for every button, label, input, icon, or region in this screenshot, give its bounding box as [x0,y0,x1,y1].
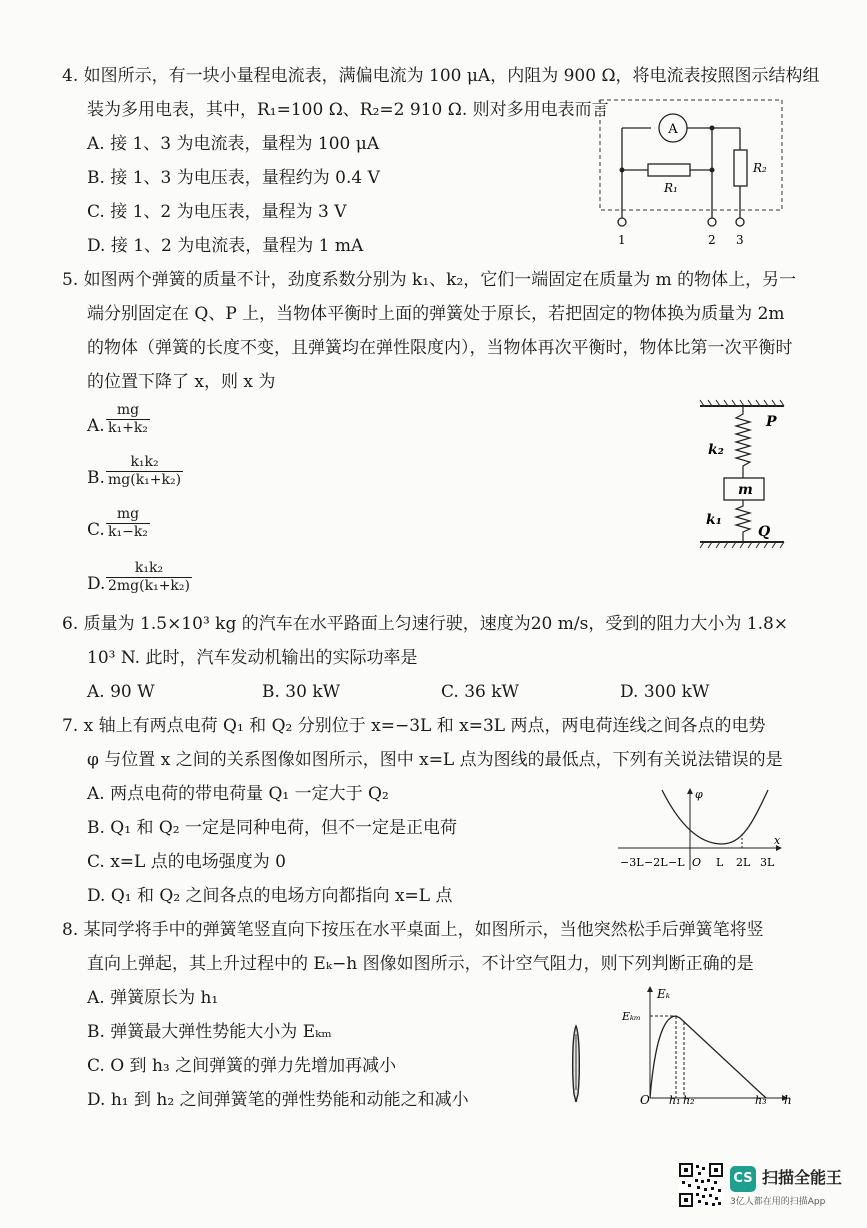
svg-text:h₂: h₂ [683,1094,695,1107]
svg-text:L: L [716,856,724,869]
svg-text:Eₖₘ: Eₖₘ [622,1010,641,1023]
q5-option-a-label: A. [87,416,105,436]
svg-text:h₃: h₃ [755,1094,767,1107]
q8-option-c: C. O 到 h₃ 之间弹簧的弹力先增加再减小 [87,1056,397,1076]
svg-text:R₂: R₂ [753,161,767,175]
q4-circuit-diagram [596,98,786,248]
q4-stem-line1: 4. 如图所示，有一块小量程电流表，满偏电流为 100 μA，内阻为 900 Ω，将电流表按照图示结构组 [62,66,820,86]
q6-option-c: C. 36 kW [441,682,520,702]
svg-text:h₁: h₁ [669,1094,681,1107]
q4-option-c: C. 接 1、2 为电压表，量程为 3 V [87,202,347,222]
q5-option-c-label: C. [87,520,105,540]
svg-text:3L: 3L [760,856,775,869]
q4-option-a: A. 接 1、3 为电流表，量程为 100 μA [87,134,380,154]
q5-option-c-fraction: $\frac{mg}{\text{k₁−k₂}}$ [108,506,148,540]
svg-text:−3L: −3L [620,856,644,869]
svg-text:Eₖ: Eₖ [657,987,671,1001]
q5-option-d-label: D. [87,574,106,594]
scanner-app-tagline: 3亿人都在用的扫描App [730,1197,826,1207]
q6-option-d: D. 300 kW [620,682,710,702]
svg-text:R₁: R₁ [664,181,678,195]
svg-text:1: 1 [618,233,626,247]
q5-stem-line3: 的物体（弹簧的长度不变，且弹簧均在弹性限度内），当物体再次平衡时，物体比第一次平衡时 [87,338,793,358]
q8-kinetic-energy-graph [620,980,795,1105]
q4-stem-line2: 装为多用电表，其中，R₁=100 Ω、R₂=2 910 Ω. 则对多用电表而言 [87,100,609,120]
svg-text:x: x [774,834,781,847]
svg-text:φ: φ [695,788,703,801]
q5-option-b-label: B. [87,468,105,488]
svg-text:A: A [668,122,678,137]
q8-stem-line1: 8. 某同学将手中的弹簧笔竖直向下按压在水平桌面上，如图所示，当他突然松手后弹簧笔将竖 [62,920,764,940]
scanner-app-logo: CS [730,1166,756,1192]
qr-code-icon [678,1162,724,1208]
q5-stem-line4: 的位置下降了 x，则 x 为 [87,372,276,392]
q7-option-c: C. x=L 点的电场强度为 0 [87,852,286,872]
q8-stem-line2: 直向上弹起，其上升过程中的 Eₖ−h 图像如图所示，不计空气阻力，则下列判断正确的是 [87,954,754,974]
svg-text:−2L: −2L [644,856,668,869]
q6-option-a: A. 90 W [87,682,155,702]
q7-option-a: A. 两点电荷的带电荷量 Q₁ 一定大于 Q₂ [87,784,389,804]
svg-text:O: O [692,856,702,869]
q4-option-b: B. 接 1、3 为电压表，量程约为 0.4 V [87,168,380,188]
q4-option-d: D. 接 1、2 为电流表，量程为 1 mA [87,236,364,256]
q8-option-a: A. 弹簧原长为 h₁ [87,988,219,1008]
svg-text:P: P [766,414,777,430]
q8-option-b: B. 弹簧最大弹性势能大小为 Eₖₘ [87,1022,332,1042]
scanner-app-brand: 扫描全能王 [762,1168,843,1187]
svg-text:Q: Q [758,524,771,540]
q7-option-b: B. Q₁ 和 Q₂ 一定是同种电荷，但不一定是正电荷 [87,818,458,838]
q7-potential-graph [618,786,788,872]
q6-stem-line1: 6. 质量为 1.5×10³ kg 的汽车在水平路面上匀速行驶，速度为20 m/s，受到的阻力大小为 1.8× [62,614,789,634]
q5-option-b-fraction: $\frac{\text{k₁k₂}}{\text{mg(k₁+k₂)}}$ [108,454,182,488]
q7-option-d: D. Q₁ 和 Q₂ 之间各点的电场方向都指向 x=L 点 [87,886,453,906]
q8-option-d: D. h₁ 到 h₂ 之间弹簧笔的弹性势能和动能之和减小 [87,1090,469,1110]
q5-stem-line2: 端分别固定在 Q、P 上，当物体平衡时上面的弹簧处于原长，若把固定的物体换为质量为 2m [87,304,785,324]
q5-stem-line1: 5. 如图两个弹簧的质量不计，劲度系数分别为 k₁、k₂，它们一端固定在质量为 m 的物体上，另一 [62,270,797,290]
spring-pen-icon [566,1024,586,1104]
svg-text:k₁: k₁ [706,512,722,528]
q6-stem-line2: 10³ N. 此时，汽车发动机输出的实际功率是 [87,648,418,668]
q7-stem-line2: φ 与位置 x 之间的关系图像如图所示，图中 x=L 点为图线的最低点，下列有关说法错误的是 [87,750,783,770]
svg-text:3: 3 [736,233,744,247]
svg-text:h: h [784,1093,792,1107]
q5-option-d-fraction: $\frac{\text{k₁k₂}}{\text{2mg(k₁+k₂)}}$ [108,560,190,594]
svg-text:−L: −L [668,856,685,869]
svg-text:m: m [738,482,753,498]
svg-text:O: O [640,1093,650,1107]
svg-text:2: 2 [708,233,716,247]
q5-spring-diagram [700,396,800,556]
svg-text:2L: 2L [736,856,751,869]
q5-option-a-fraction: $\frac{mg}{\text{k₁+k₂}}$ [108,402,148,436]
svg-text:k₂: k₂ [708,442,724,458]
q7-stem-line1: 7. x 轴上有两点电荷 Q₁ 和 Q₂ 分别位于 x=−3L 和 x=3L 两点，两电荷连线之间各点的电势 [62,716,766,736]
q6-option-b: B. 30 kW [262,682,341,702]
